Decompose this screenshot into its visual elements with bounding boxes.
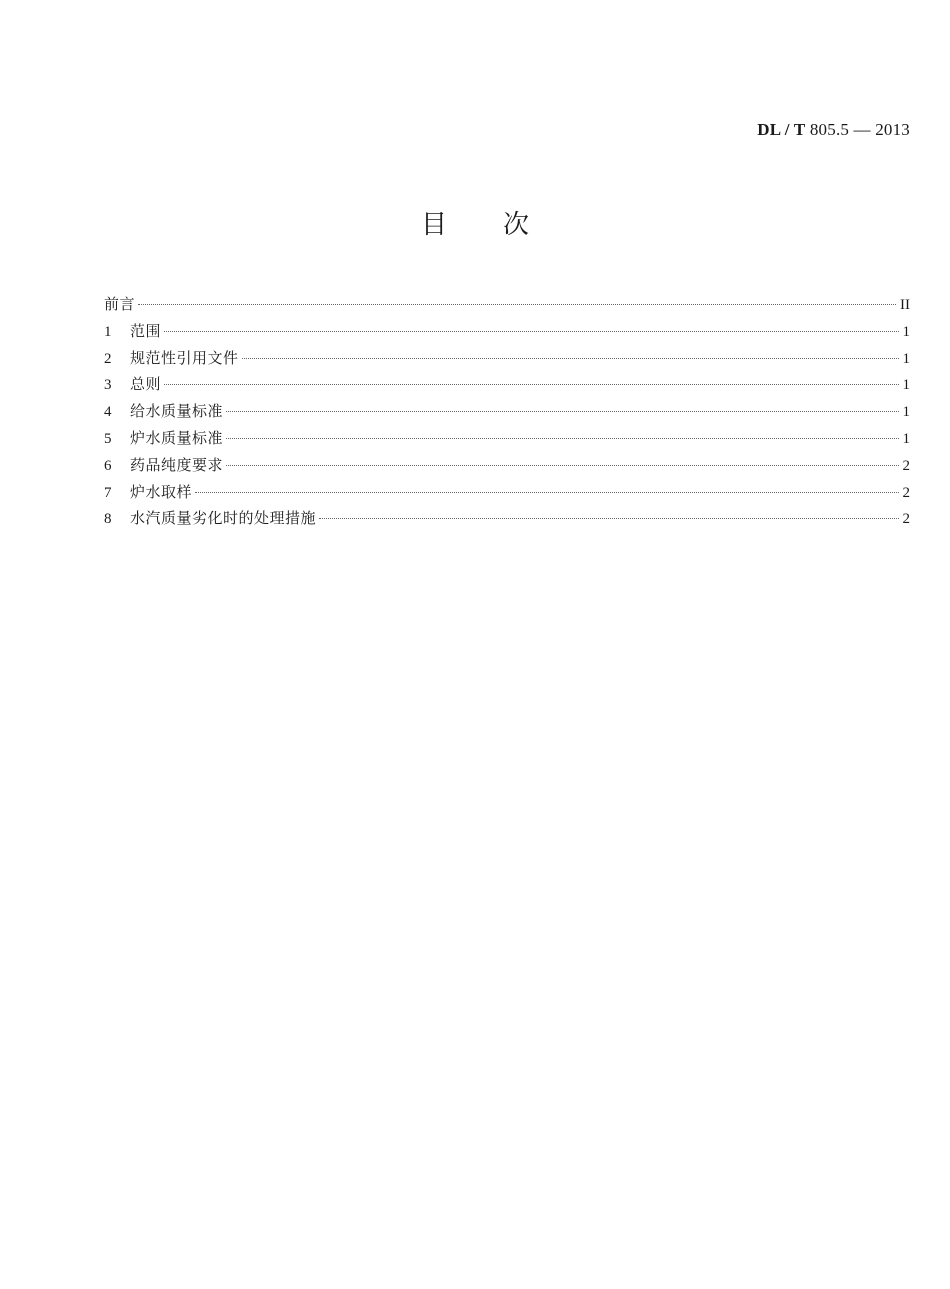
toc-leader-dots xyxy=(319,518,898,519)
toc-item-page: 1 xyxy=(902,430,910,447)
toc-item-label: 给水质量标准 xyxy=(130,402,224,421)
toc-item-page: 1 xyxy=(902,377,910,394)
toc-item-label: 前言 xyxy=(104,295,136,313)
toc-item-label: 总则 xyxy=(130,375,162,394)
standard-code xyxy=(757,120,910,140)
toc-item-label: 炉水质量标准 xyxy=(130,428,224,447)
toc-item-number: 4 xyxy=(104,404,112,421)
toc-item-label: 药品纯度要求 xyxy=(130,455,224,474)
toc-item-page: 1 xyxy=(902,323,910,340)
toc-item-1[interactable] xyxy=(104,318,910,345)
toc-item-2[interactable] xyxy=(104,345,910,372)
toc-item-4[interactable] xyxy=(104,398,910,425)
toc-leader-dots xyxy=(242,358,899,359)
toc-item-number: 5 xyxy=(104,430,112,447)
toc-item-label: 规范性引用文件 xyxy=(130,348,239,367)
toc-item-number: 2 xyxy=(104,350,112,367)
toc-item-page: 1 xyxy=(902,350,910,367)
table-of-contents xyxy=(104,291,910,532)
toc-item-3[interactable] xyxy=(104,371,910,398)
toc-item-page: 1 xyxy=(902,404,910,421)
page-title: 目次 xyxy=(420,210,585,240)
toc-leader-dots xyxy=(226,438,898,439)
standard-number: 805.5 — 2013 xyxy=(809,120,910,139)
toc-item-6[interactable] xyxy=(104,452,910,479)
toc-item-page: II xyxy=(900,297,910,313)
toc-item-number: 6 xyxy=(104,457,112,474)
toc-item-5[interactable] xyxy=(104,425,910,452)
toc-item-label: 炉水取样 xyxy=(130,482,193,501)
toc-item-page: 2 xyxy=(902,484,910,501)
toc-leader-dots xyxy=(195,492,898,493)
toc-item-7[interactable] xyxy=(104,479,910,506)
toc-item-label: 水汽质量劣化时的处理措施 xyxy=(130,509,317,528)
toc-item-number: 7 xyxy=(104,484,112,501)
toc-item-8[interactable] xyxy=(104,505,910,532)
toc-leader-dots xyxy=(138,304,896,305)
toc-leader-dots xyxy=(164,384,898,385)
toc-leader-dots xyxy=(226,411,898,412)
toc-leader-dots xyxy=(226,465,898,466)
toc-item-page: 2 xyxy=(902,511,910,528)
standard-prefix: DL / T xyxy=(757,120,806,139)
toc-item-label: 范围 xyxy=(130,321,162,340)
toc-item-number: 1 xyxy=(104,323,112,340)
toc-item-number: 3 xyxy=(104,377,112,394)
toc-item-page: 2 xyxy=(902,457,910,474)
toc-leader-dots xyxy=(164,331,898,332)
toc-item-preface[interactable] xyxy=(104,291,910,318)
toc-item-number: 8 xyxy=(104,511,112,528)
